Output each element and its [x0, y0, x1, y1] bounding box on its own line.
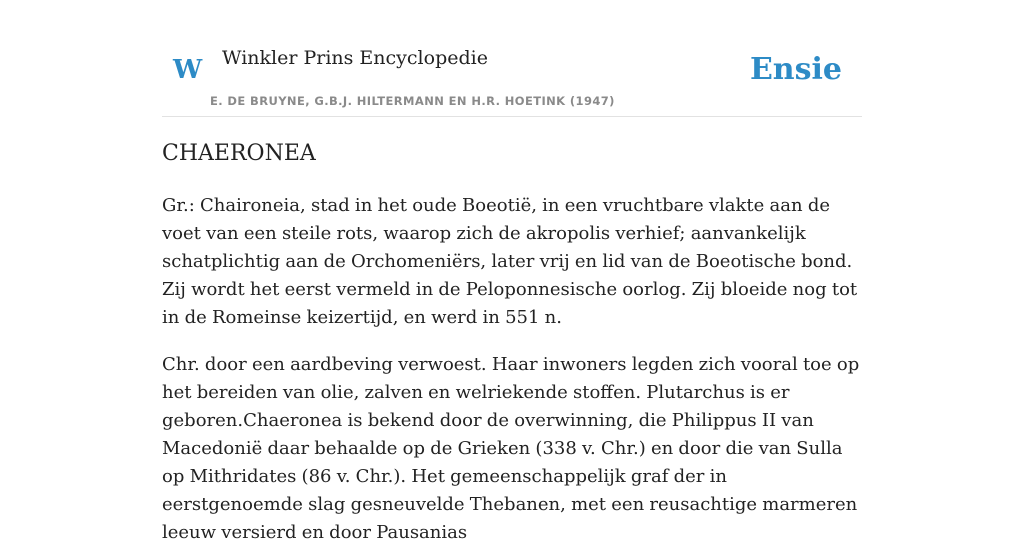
brand-logo[interactable]: Ensie: [749, 52, 842, 87]
source-header: [162, 40, 862, 117]
article-paragraph: Gr.: Chaironeia, stad in het oude Boeotië, in een vruchtbare vlakte aan de voet van een steile rots, waarop zich de akropolis verhief; aanvankelijk schatplichtig aan de Orchomeniërs, later vrij en lid van de Boeotische bond. Zij wordt het eerst vermeld in de Peloponnesische oorlog. Zij bloeide nog tot in de Romeinse keizertijd, en werd in 551 n.: [162, 195, 858, 328]
source-logo-icon[interactable]: W: [173, 55, 203, 85]
article-paragraph: Chr. door een aardbeving verwoest. Haar inwoners legden zich vooral toe op het bereiden van olie, zalven en welriekende stoffen. Plutarchus is er geboren.Chaeronea is bekend door de overwinning, die Philippus II van Macedonië daar behaalde op de Grieken (338 v. Chr.) en door die van Sulla op Mithridates (86 v. Chr.). Het gemeenschappelijk graf der in eerstgenoemde slag gesneuvelde Thebanen, met een reusachtige marmeren leeuw versierd en door Pausanias: [162, 354, 860, 543]
article: [162, 136, 862, 547]
source-authors: E. DE BRUYNE, G.B.J. HILTERMANN EN H.R. HOETINK (1947): [210, 94, 615, 108]
source-title[interactable]: Winkler Prins Encyclopedie: [222, 47, 488, 69]
article-title: CHAERONEA: [162, 141, 316, 166]
